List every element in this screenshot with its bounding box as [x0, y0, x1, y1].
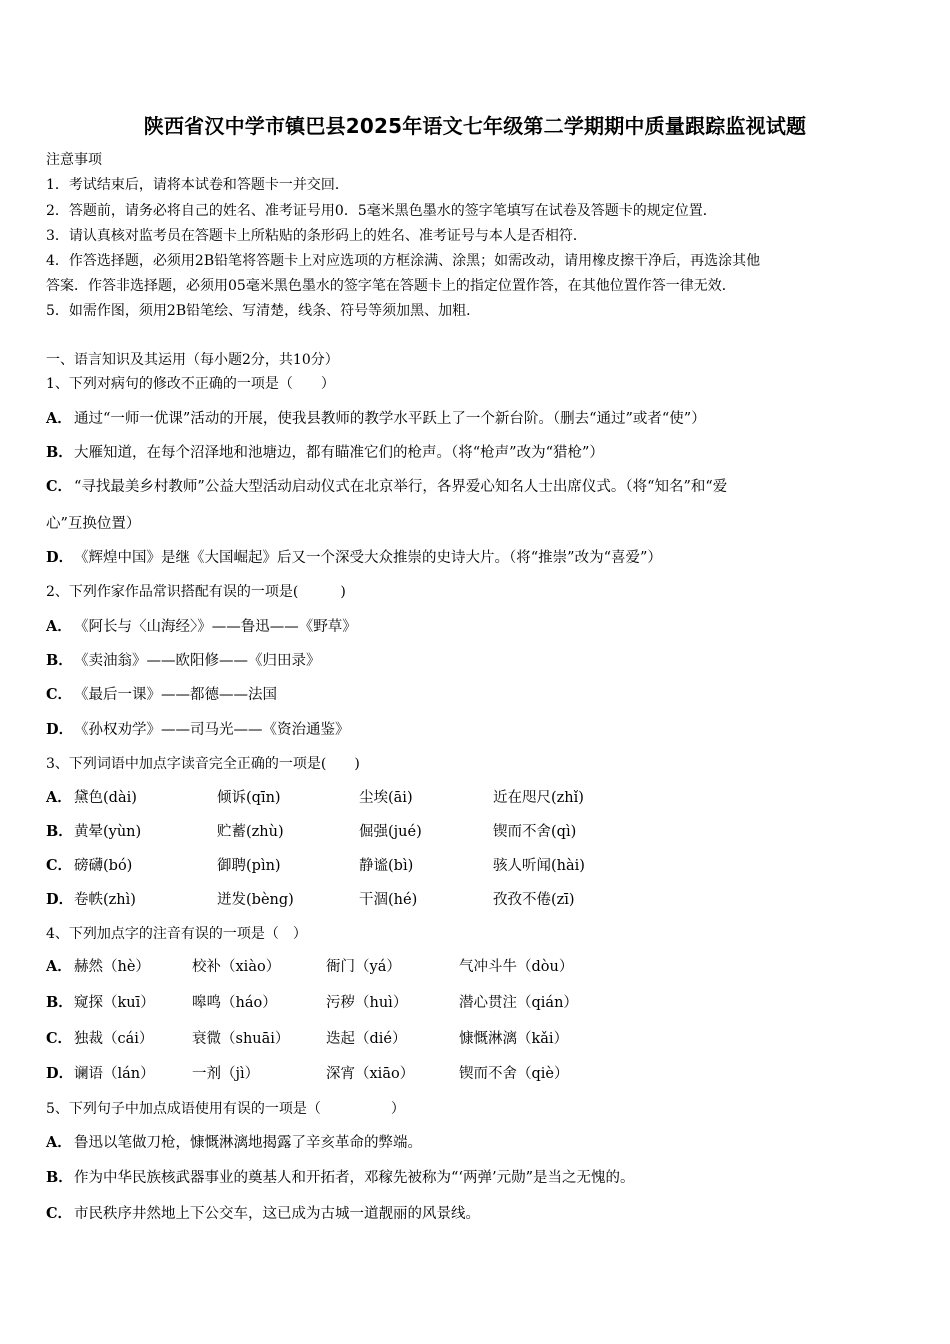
q4-option-b-word-3: 污秽（huì） [326, 995, 408, 1011]
q4-option-a-word-2: 校补（xiào） [192, 959, 281, 975]
q3-option-a-word-2: 倾诉(qīn) [217, 790, 281, 806]
q4-option-c-key: C． [46, 1030, 73, 1047]
q2-option-b: B．《卖油翁》——欧阳修——《归田录》 [46, 652, 321, 669]
q5-option-b: B．作为中华民族核武器事业的奠基人和开拓者，邓稼先被称为“‘两弹’元勋”是当之无愧的。 [46, 1169, 635, 1186]
q2-stem: 2、下列作家作品常识搭配有误的一项是( ) [46, 584, 346, 600]
q3-option-b-word-1: 黄晕(yùn) [74, 824, 142, 840]
q4-option-a-word-1: 赫然（hè） [74, 959, 150, 975]
q4-option-d-word-2: 一剂（jì） [192, 1066, 260, 1082]
q3-option-a-word-3: 尘埃(āi) [359, 790, 413, 806]
q3-option-c-word-3: 静谧(bì) [359, 858, 414, 874]
notice-item-2: 2．答题前，请务必将自己的姓名、准考证号用0．5毫米黑色墨水的签字笔填写在试卷及答题卡的规定位置． [46, 203, 717, 219]
q4-option-c-word-3: 迭起（dié） [326, 1031, 407, 1047]
section-heading: 一、语言知识及其运用（每小题2分，共10分） [46, 352, 339, 368]
q3-option-a-word-1: 黛色(dài) [74, 790, 137, 806]
q3-option-d-word-1: 卷帙(zhì) [74, 892, 136, 908]
notice-item-5: 5．如需作图，须用2B铅笔绘、写清楚，线条、符号等须加黑、加粗． [46, 303, 481, 319]
q4-option-d-key: D． [46, 1065, 74, 1082]
q4-option-d-word-4: 锲而不舍（qiè） [459, 1066, 569, 1082]
q1-option-b-text: 大雁知道，在每个沼泽地和池塘边，都有瞄准它们的枪声。（将“枪声”改为“猎枪”） [74, 445, 604, 461]
q4-option-b-word-1: 窥探（kuī） [74, 995, 155, 1011]
q4-option-c-word-4: 慷慨淋漓（kǎi） [459, 1031, 569, 1047]
q1-option-d: D．《辉煌中国》是继《大国崛起》后又一个深受大众推崇的史诗大片。（将“推崇”改为“喜爱”） [46, 549, 662, 566]
q2-option-a-text: 《阿长与〈山海经〉》——鲁迅——《野草》 [74, 619, 357, 635]
q4-option-a-key: A． [46, 958, 72, 975]
q3-option-c-key: C． [46, 857, 73, 874]
q2-option-d: D．《孙权劝学》——司马光——《资治通鉴》 [46, 721, 350, 738]
q3-stem: 3、下列词语中加点字读音完全正确的一项是( ) [46, 756, 360, 772]
q2-option-b-text: 《卖油翁》——欧阳修——《归田录》 [74, 653, 321, 669]
q4-option-c-word-2: 衰微（shuāi） [192, 1031, 290, 1047]
q5-stem: 5、下列句子中加点成语使用有误的一项是（ ） [46, 1101, 405, 1117]
q3-option-b-word-3: 倔强(jué) [359, 824, 422, 840]
q1-option-d-text: 《辉煌中国》是继《大国崛起》后又一个深受大众推崇的史诗大片。（将“推崇”改为“喜爱”） [74, 550, 662, 566]
q3-option-c-word-4: 骇人听闻(hài) [493, 858, 585, 874]
q5-option-c-text: 市民秩序井然地上下公交车，这已成为古城一道靓丽的风景线。 [74, 1206, 480, 1222]
q4-option-b-word-4: 潜心贯注（qián） [459, 995, 578, 1011]
q4-option-d-word-3: 深宵（xiāo） [326, 1066, 415, 1082]
q3-option-a-word-4: 近在咫尺(zhǐ) [493, 790, 584, 806]
q4-option-a-word-4: 气冲斗牛（dòu） [459, 959, 574, 975]
q4-option-d-word-1: 谰语（lán） [74, 1066, 155, 1082]
q3-option-b-word-2: 贮蓄(zhù) [217, 824, 284, 840]
q3-option-d-word-3: 干涸(hé) [359, 892, 418, 908]
q4-option-c-word-1: 独裁（cái） [74, 1031, 154, 1047]
q5-option-c: C． 市民秩序井然地上下公交车，这已成为古城一道靓丽的风景线。 [46, 1205, 480, 1222]
q1-option-a: A． 通过“一师一优课”活动的开展，使我县教师的教学水平跃上了一个新台阶。（删去“通过”或者“使”） [46, 410, 706, 427]
q2-option-c: C． 《最后一课》——都德——法国 [46, 686, 277, 703]
notice-item-4-cont: 答案．作答非选择题，必须用05毫米黑色墨水的签字笔在答题卡上的指定位置作答，在其他位置作答一律无效． [46, 278, 736, 294]
notice-item-3: 3．请认真核对监考员在答题卡上所粘贴的条形码上的姓名、准考证号与本人是否相符． [46, 228, 587, 244]
notice-heading: 注意事项 [46, 152, 102, 168]
q4-option-b-key: B． [46, 994, 73, 1011]
q2-option-c-text: 《最后一课》——都德——法国 [74, 687, 277, 703]
q4-stem: 4、下列加点字的注音有误的一项是（ ） [46, 926, 307, 942]
q3-option-c-word-1: 磅礴(bó) [74, 858, 133, 874]
q3-option-d-word-4: 孜孜不倦(zī) [493, 892, 575, 908]
q4-option-a-word-3: 衙门（yá） [326, 959, 401, 975]
notice-item-1: 1．考试结束后，请将本试卷和答题卡一并交回． [46, 177, 349, 193]
q5-option-b-text: 作为中华民族核武器事业的奠基人和开拓者，邓稼先被称为“‘两弹’元勋”是当之无愧的。 [74, 1170, 635, 1186]
notice-item-4: 4．作答选择题，必须用2B铅笔将答题卡上对应选项的方框涂满、涂黑；如需改动，请用橡皮擦干净后，再选涂其他 [46, 253, 761, 269]
q3-option-d-word-2: 迸发(bèng) [217, 892, 294, 908]
page-title: 陕西省汉中学市镇巴县2025年语文七年级第二学期期中质量跟踪监视试题 [143, 114, 807, 138]
q1-option-c: C． “寻找最美乡村教师”公益大型活动启动仪式在北京举行，各界爱心知名人士出席仪式。（将“知名”和“爱 [46, 478, 728, 495]
q5-option-a-text: 鲁迅以笔做刀枪，慷慨淋漓地揭露了辛亥革命的弊端。 [74, 1135, 422, 1151]
q3-option-b-word-4: 锲而不舍(qì) [493, 824, 577, 840]
q4-option-b-word-2: 嗥鸣（háo） [192, 995, 277, 1011]
q2-option-d-text: 《孙权劝学》——司马光——《资治通鉴》 [74, 722, 350, 738]
q3-option-a-key: A． [46, 789, 72, 806]
q2-option-a: A． 《阿长与〈山海经〉》——鲁迅——《野草》 [46, 618, 357, 635]
q1-option-b: B．大雁知道，在每个沼泽地和池塘边，都有瞄准它们的枪声。（将“枪声”改为“猎枪”） [46, 444, 604, 461]
q1-stem: 1、下列对病句的修改不正确的一项是（ ） [46, 376, 335, 392]
q3-option-b-key: B． [46, 823, 73, 840]
q3-option-d-key: D． [46, 891, 74, 908]
q1-option-c-cont: 心”互换位置） [46, 516, 141, 532]
q1-option-c-text: “寻找最美乡村教师”公益大型活动启动仪式在北京举行，各界爱心知名人士出席仪式。（将“知名”和“爱 [74, 479, 728, 495]
q1-option-a-text: 通过“一师一优课”活动的开展，使我县教师的教学水平跃上了一个新台阶。（删去“通过”或者“使”） [74, 411, 706, 427]
q5-option-a: A． 鲁迅以笔做刀枪，慷慨淋漓地揭露了辛亥革命的弊端。 [46, 1134, 422, 1151]
q3-option-c-word-2: 御聘(pìn) [217, 858, 281, 874]
